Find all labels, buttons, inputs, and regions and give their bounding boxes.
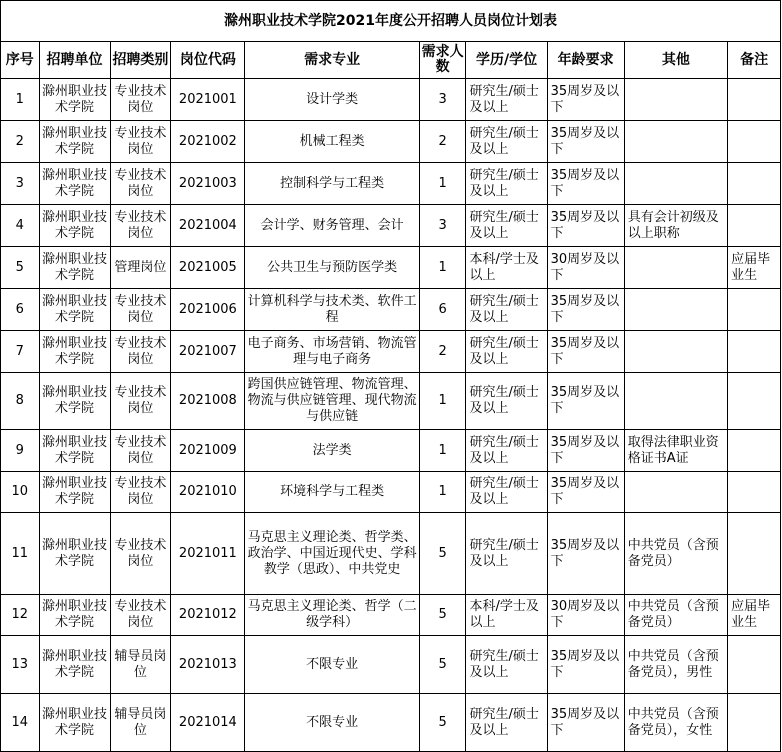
other-cell	[624, 289, 727, 331]
other-cell: 中共党员（含预备党员），男性	[624, 636, 727, 694]
age-cell: 35周岁及以下	[547, 121, 624, 163]
major-cell: 环境科学与工程类	[245, 472, 419, 513]
row-number: 11	[1, 513, 40, 595]
code-cell: 2021006	[171, 289, 245, 331]
other-cell: 中共党员（含预备党员），女性	[624, 694, 727, 752]
age-cell: 35周岁及以下	[547, 205, 624, 247]
degree-cell: 研究生/硕士及以上	[466, 373, 547, 430]
category-cell: 专业技术岗位	[110, 595, 171, 636]
other-cell	[624, 373, 727, 430]
category-cell: 专业技术岗位	[110, 121, 171, 163]
degree-cell: 研究生/硕士及以上	[466, 694, 547, 752]
unit-cell: 滁州职业技术学院	[39, 331, 110, 373]
major-cell: 电子商务、市场营销、物流管理与电子商务	[245, 331, 419, 373]
category-cell: 辅导员岗位	[110, 694, 171, 752]
header-unit: 招聘单位	[39, 42, 110, 79]
row-number: 1	[1, 79, 40, 121]
header-row	[1, 42, 781, 79]
remark-cell	[728, 205, 781, 247]
category-cell: 管理岗位	[110, 247, 171, 289]
unit-cell: 滁州职业技术学院	[39, 79, 110, 121]
row-number: 3	[1, 163, 40, 205]
age-cell: 35周岁及以下	[547, 430, 624, 472]
unit-cell: 滁州职业技术学院	[39, 595, 110, 636]
row-number: 2	[1, 121, 40, 163]
age-cell: 30周岁及以下	[547, 595, 624, 636]
count-cell: 1	[419, 472, 466, 513]
major-cell: 马克思主义理论类、哲学（二级学科）	[245, 595, 419, 636]
table-row	[1, 205, 781, 247]
unit-cell: 滁州职业技术学院	[39, 513, 110, 595]
category-cell: 专业技术岗位	[110, 163, 171, 205]
code-cell: 2021005	[171, 247, 245, 289]
remark-cell: 应届毕业生	[728, 247, 781, 289]
other-cell	[624, 163, 727, 205]
other-cell: 中共党员（含预备党员）	[624, 513, 727, 595]
age-cell: 35周岁及以下	[547, 373, 624, 430]
code-cell: 2021004	[171, 205, 245, 247]
age-cell: 35周岁及以下	[547, 289, 624, 331]
other-cell: 中共党员（含预备党员）	[624, 595, 727, 636]
code-cell: 2021013	[171, 636, 245, 694]
remark-cell	[728, 472, 781, 513]
header-count: 需求人数	[419, 42, 466, 79]
other-cell	[624, 247, 727, 289]
unit-cell: 滁州职业技术学院	[39, 472, 110, 513]
degree-cell: 研究生/硕士及以上	[466, 121, 547, 163]
remark-cell	[728, 636, 781, 694]
other-cell	[624, 331, 727, 373]
table-title: 滁州职业技术学院2021年度公开招聘人员岗位计划表	[1, 1, 781, 42]
unit-cell: 滁州职业技术学院	[39, 289, 110, 331]
row-number: 6	[1, 289, 40, 331]
age-cell: 35周岁及以下	[547, 331, 624, 373]
age-cell: 35周岁及以下	[547, 636, 624, 694]
table-row	[1, 472, 781, 513]
table-row	[1, 331, 781, 373]
header-other: 其他	[624, 42, 727, 79]
header-code: 岗位代码	[171, 42, 245, 79]
count-cell: 3	[419, 79, 466, 121]
major-cell: 不限专业	[245, 694, 419, 752]
row-number: 8	[1, 373, 40, 430]
code-cell: 2021012	[171, 595, 245, 636]
degree-cell: 研究生/硕士及以上	[466, 79, 547, 121]
other-cell	[624, 472, 727, 513]
table-row	[1, 430, 781, 472]
unit-cell: 滁州职业技术学院	[39, 430, 110, 472]
header-degree: 学历/学位	[466, 42, 547, 79]
degree-cell: 研究生/硕士及以上	[466, 636, 547, 694]
category-cell: 专业技术岗位	[110, 513, 171, 595]
code-cell: 2021009	[171, 430, 245, 472]
unit-cell: 滁州职业技术学院	[39, 205, 110, 247]
major-cell: 会计学、财务管理、会计	[245, 205, 419, 247]
code-cell: 2021003	[171, 163, 245, 205]
remark-cell	[728, 373, 781, 430]
category-cell: 专业技术岗位	[110, 289, 171, 331]
age-cell: 35周岁及以下	[547, 694, 624, 752]
major-cell: 控制科学与工程类	[245, 163, 419, 205]
count-cell: 1	[419, 163, 466, 205]
remark-cell	[728, 79, 781, 121]
row-number: 12	[1, 595, 40, 636]
category-cell: 辅导员岗位	[110, 636, 171, 694]
row-number: 7	[1, 331, 40, 373]
table-row	[1, 636, 781, 694]
remark-cell	[728, 513, 781, 595]
code-cell: 2021010	[171, 472, 245, 513]
degree-cell: 研究生/硕士及以上	[466, 472, 547, 513]
table-row	[1, 694, 781, 752]
table-row	[1, 595, 781, 636]
table-row	[1, 121, 781, 163]
unit-cell: 滁州职业技术学院	[39, 121, 110, 163]
degree-cell: 本科/学士及以上	[466, 247, 547, 289]
major-cell: 计算机科学与技术类、软件工程	[245, 289, 419, 331]
header-category: 招聘类别	[110, 42, 171, 79]
count-cell: 2	[419, 121, 466, 163]
degree-cell: 研究生/硕士及以上	[466, 205, 547, 247]
unit-cell: 滁州职业技术学院	[39, 373, 110, 430]
code-cell: 2021008	[171, 373, 245, 430]
major-cell: 法学类	[245, 430, 419, 472]
age-cell: 35周岁及以下	[547, 79, 624, 121]
count-cell: 1	[419, 247, 466, 289]
row-number: 9	[1, 430, 40, 472]
header-remark: 备注	[728, 42, 781, 79]
degree-cell: 研究生/硕士及以上	[466, 430, 547, 472]
row-number: 13	[1, 636, 40, 694]
remark-cell	[728, 331, 781, 373]
other-cell: 取得法律职业资格证书A证	[624, 430, 727, 472]
code-cell: 2021014	[171, 694, 245, 752]
category-cell: 专业技术岗位	[110, 79, 171, 121]
degree-cell: 研究生/硕士及以上	[466, 289, 547, 331]
code-cell: 2021001	[171, 79, 245, 121]
remark-cell	[728, 163, 781, 205]
count-cell: 1	[419, 430, 466, 472]
row-number: 5	[1, 247, 40, 289]
table-row	[1, 163, 781, 205]
count-cell: 5	[419, 694, 466, 752]
major-cell: 马克思主义理论类、哲学类、政治学、中国近现代史、学科教学（思政）、中共党史	[245, 513, 419, 595]
remark-cell	[728, 430, 781, 472]
table-row	[1, 289, 781, 331]
unit-cell: 滁州职业技术学院	[39, 247, 110, 289]
category-cell: 专业技术岗位	[110, 373, 171, 430]
row-number: 14	[1, 694, 40, 752]
major-cell: 不限专业	[245, 636, 419, 694]
remark-cell	[728, 289, 781, 331]
unit-cell: 滁州职业技术学院	[39, 636, 110, 694]
header-age: 年龄要求	[547, 42, 624, 79]
count-cell: 5	[419, 636, 466, 694]
degree-cell: 研究生/硕士及以上	[466, 331, 547, 373]
major-cell: 设计学类	[245, 79, 419, 121]
other-cell	[624, 121, 727, 163]
major-cell: 跨国供应链管理、物流管理、物流与供应链管理、现代物流与供应链	[245, 373, 419, 430]
table-body	[1, 79, 781, 752]
count-cell: 1	[419, 373, 466, 430]
count-cell: 3	[419, 205, 466, 247]
degree-cell: 本科/学士及以上	[466, 595, 547, 636]
header-major: 需求专业	[245, 42, 419, 79]
remark-cell	[728, 694, 781, 752]
major-cell: 机械工程类	[245, 121, 419, 163]
category-cell: 专业技术岗位	[110, 472, 171, 513]
major-cell: 公共卫生与预防医学类	[245, 247, 419, 289]
count-cell: 5	[419, 513, 466, 595]
remark-cell: 应届毕业生	[728, 595, 781, 636]
age-cell: 35周岁及以下	[547, 513, 624, 595]
table-row	[1, 79, 781, 121]
count-cell: 6	[419, 289, 466, 331]
code-cell: 2021007	[171, 331, 245, 373]
count-cell: 5	[419, 595, 466, 636]
degree-cell: 研究生/硕士及以上	[466, 513, 547, 595]
age-cell: 35周岁及以下	[547, 472, 624, 513]
table-row	[1, 513, 781, 595]
other-cell: 具有会计初级及以上职称	[624, 205, 727, 247]
remark-cell	[728, 121, 781, 163]
header-no: 序号	[1, 42, 40, 79]
table-row	[1, 373, 781, 430]
code-cell: 2021002	[171, 121, 245, 163]
table-row	[1, 247, 781, 289]
row-number: 4	[1, 205, 40, 247]
category-cell: 专业技术岗位	[110, 205, 171, 247]
degree-cell: 研究生/硕士及以上	[466, 163, 547, 205]
age-cell: 35周岁及以下	[547, 163, 624, 205]
count-cell: 2	[419, 331, 466, 373]
unit-cell: 滁州职业技术学院	[39, 163, 110, 205]
category-cell: 专业技术岗位	[110, 430, 171, 472]
category-cell: 专业技术岗位	[110, 331, 171, 373]
other-cell	[624, 79, 727, 121]
age-cell: 30周岁及以下	[547, 247, 624, 289]
unit-cell: 滁州职业技术学院	[39, 694, 110, 752]
row-number: 10	[1, 472, 40, 513]
code-cell: 2021011	[171, 513, 245, 595]
